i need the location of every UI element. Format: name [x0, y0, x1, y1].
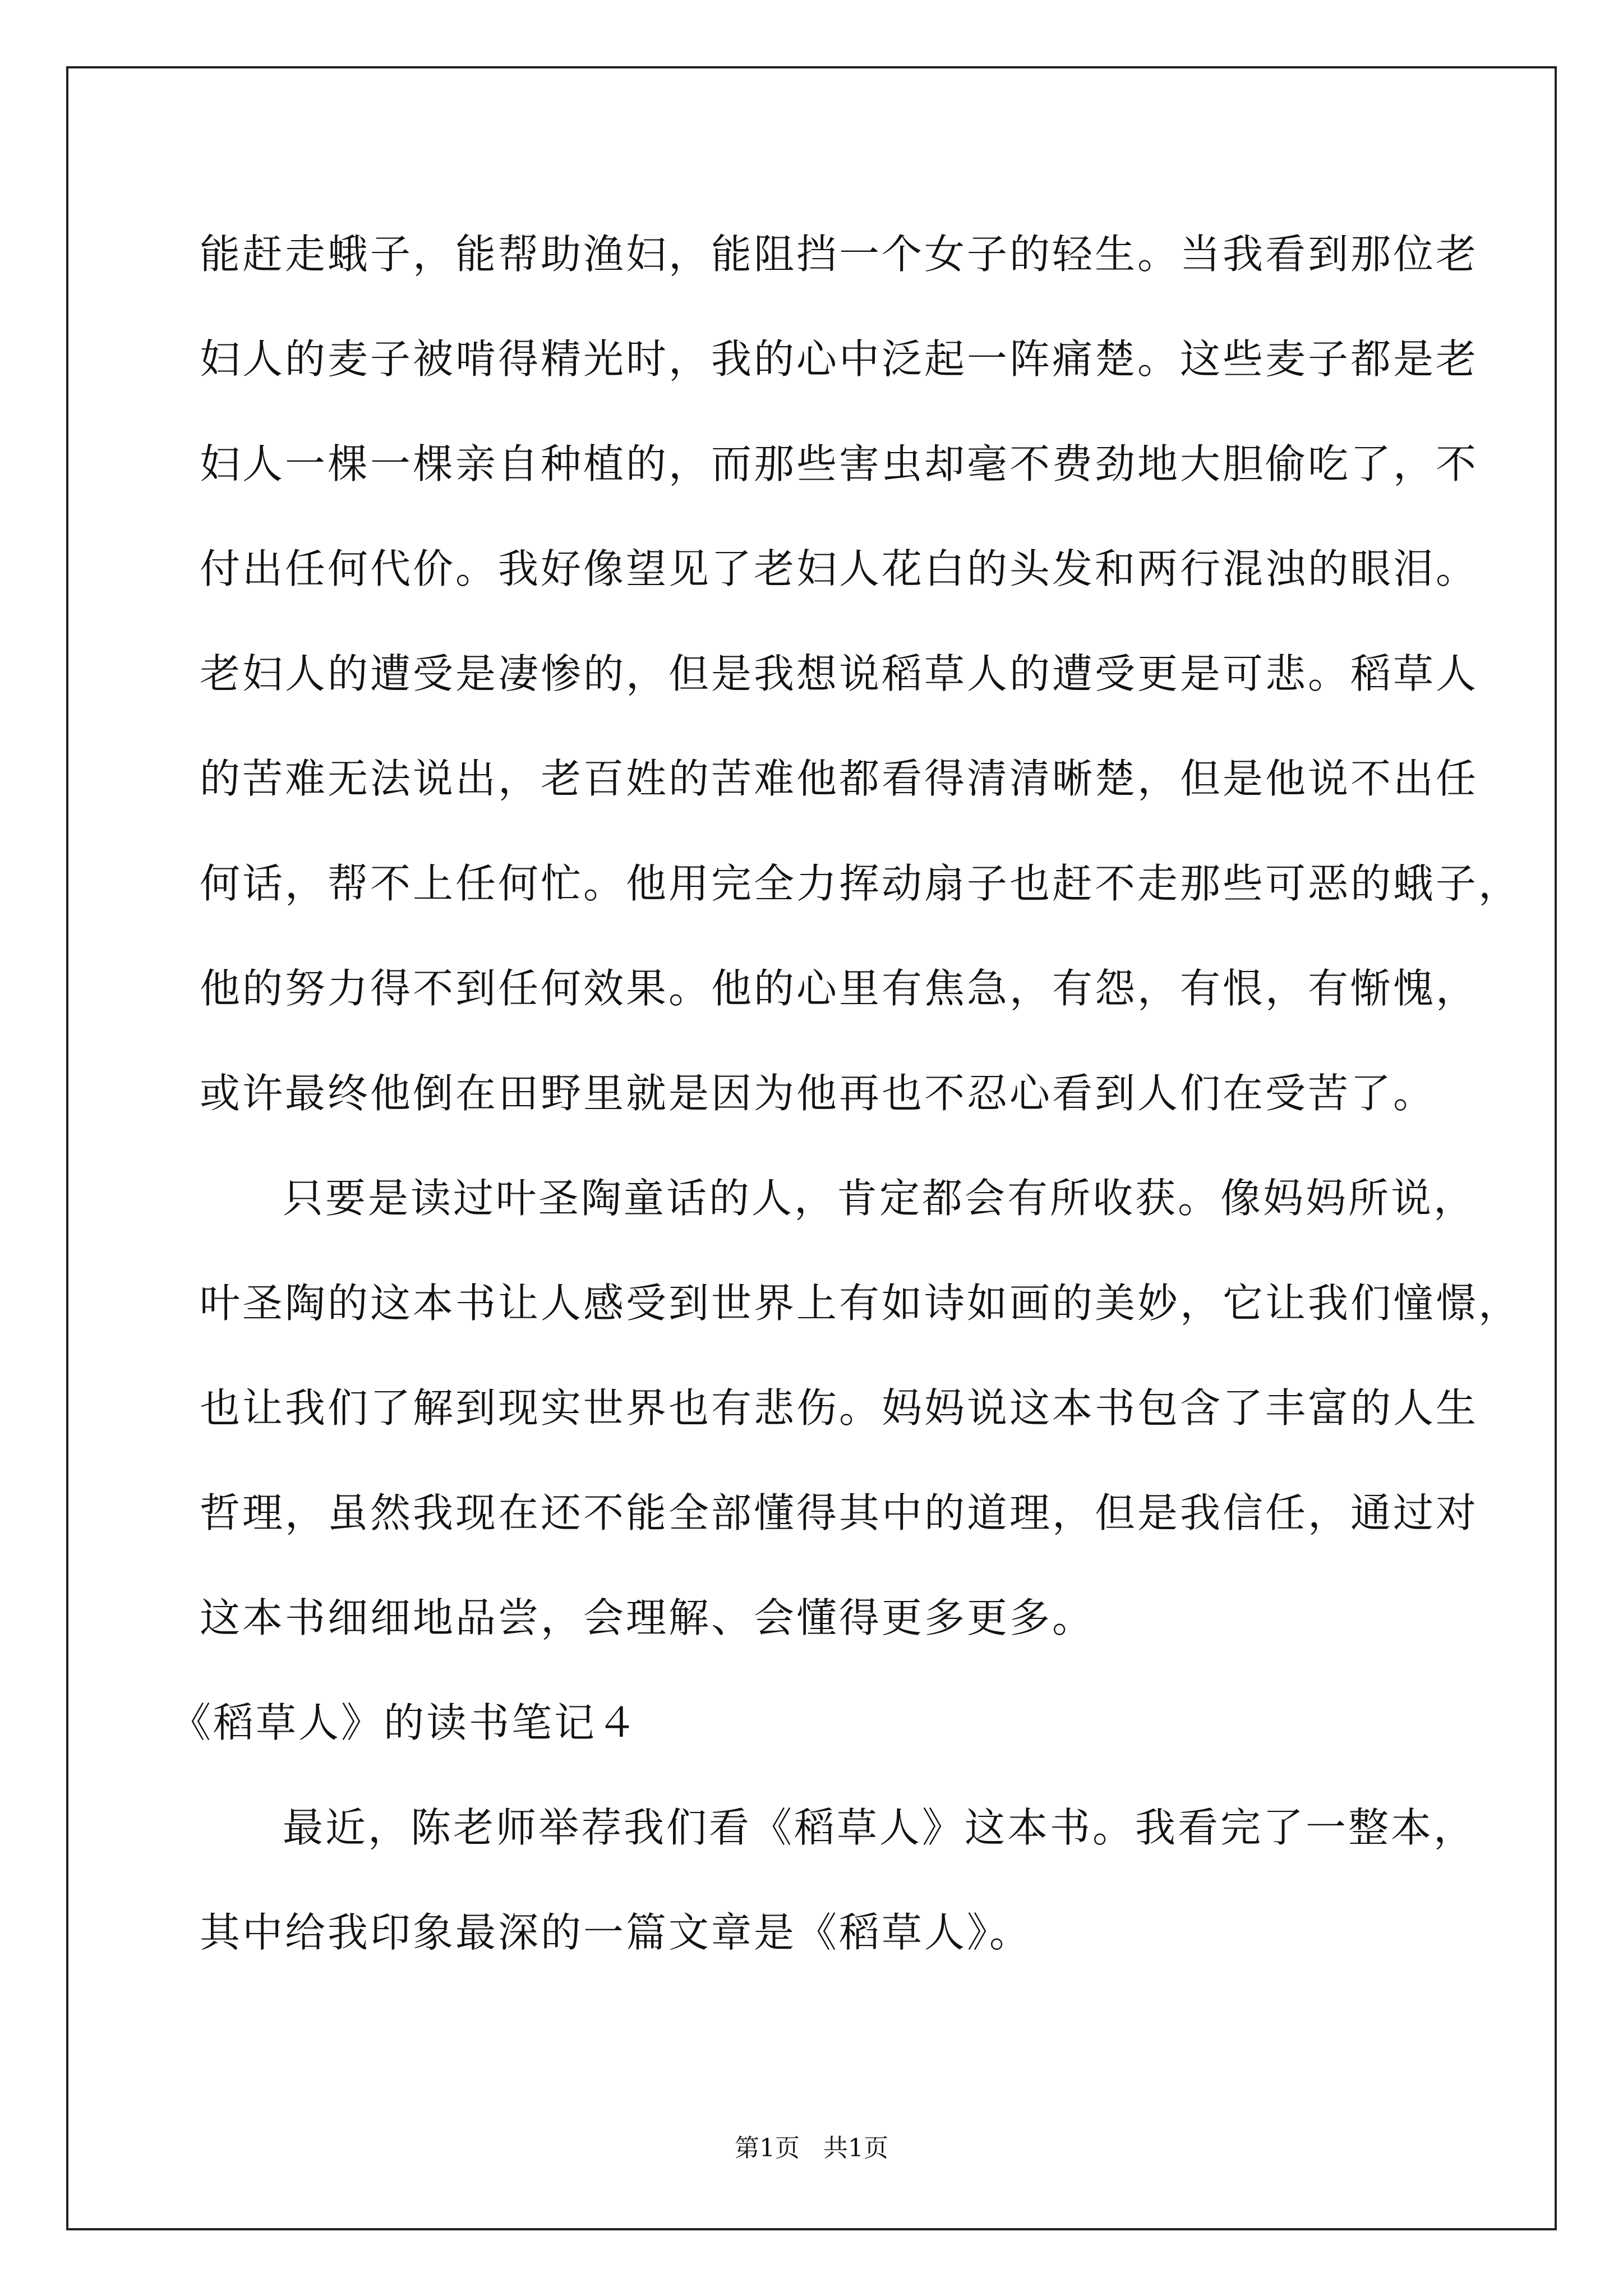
- text-line: 他的努力得不到任何效果。他的心里有焦急，有怨，有恨，有惭愧，: [200, 965, 1479, 1012]
- text-line: 叶圣陶的这本书让人感受到世界上有如诗如画的美妙，它让我们憧憬，: [200, 1280, 1521, 1327]
- text-line: 哲理，虽然我现在还不能全部懂得其中的道理，但是我信任，通过对: [200, 1489, 1479, 1536]
- text-line: 其中给我印象最深的一篇文章是《稻草人》。: [200, 1909, 1032, 1956]
- text-line: 妇人的麦子被啃得精光时，我的心中泛起一阵痛楚。这些麦子都是老: [200, 335, 1479, 383]
- paragraph-start-line: 只要是读过叶圣陶童话的人，肯定都会有所收获。像妈妈所说，: [283, 1175, 1477, 1222]
- text-line: 的苦难无法说出，老百姓的苦难他都看得清清晰楚，但是他说不出任: [200, 755, 1479, 802]
- text-line: 何话，帮不上任何忙。他用完全力挥动扇子也赶不走那些可恶的蛾子，: [200, 860, 1521, 907]
- text-line: 这本书细细地品尝，会理解、会懂得更多更多。: [200, 1594, 1095, 1641]
- text-line: 也让我们了解到现实世界也有悲伤。妈妈说这本书包含了丰富的人生: [200, 1384, 1479, 1432]
- page-footer: 第1页 共1页: [735, 2134, 888, 2162]
- text-line: 老妇人的遭受是凄惨的，但是我想说稻草人的遭受更是可悲。稻草人: [200, 650, 1479, 697]
- text-line: 妇人一棵一棵亲自种植的，而那些害虫却毫不费劲地大胆偷吃了，不: [200, 440, 1479, 487]
- text-line: 付出任何代价。我好像望见了老妇人花白的头发和两行混浊的眼泪。: [200, 545, 1479, 592]
- section-heading: 《稻草人》的读书笔记４: [170, 1699, 640, 1746]
- document-body: [170, 202, 1521, 1985]
- text-line: 能赶走蛾子，能帮助渔妇，能阻挡一个女子的轻生。当我看到那位老: [200, 231, 1479, 278]
- text-line: 或许最终他倒在田野里就是因为他再也不忍心看到人们在受苦了。: [200, 1070, 1436, 1117]
- paragraph-start-line: 最近，陈老师举荐我们看《稻草人》这本书。我看完了一整本，: [283, 1804, 1477, 1851]
